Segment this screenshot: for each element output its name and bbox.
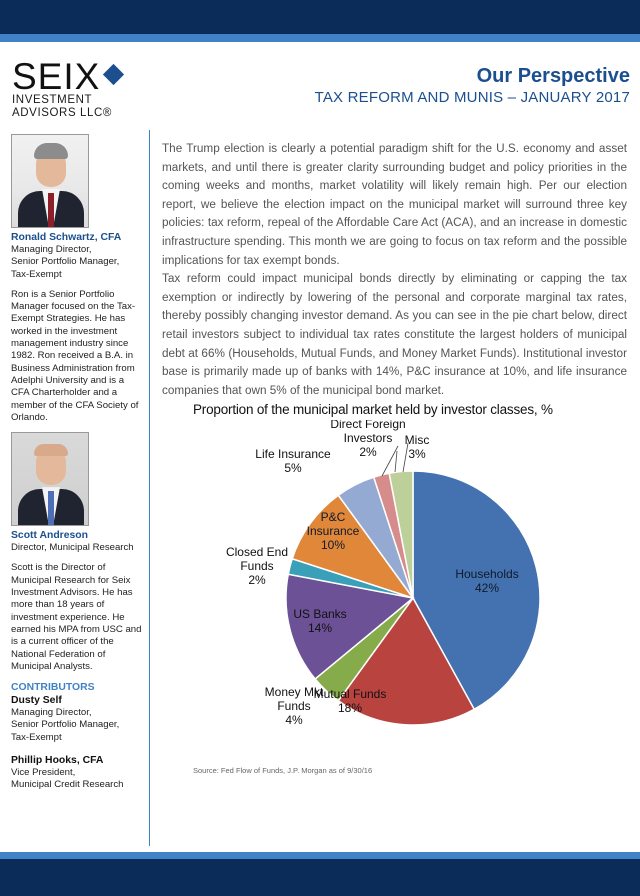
portrait-ronald-schwartz [11,134,89,228]
contributor-role-line: Vice President, [11,767,76,779]
slice-label: US Banks 14% [293,607,347,635]
page-title: Our Perspective [476,65,630,87]
top-accent-stripe [0,34,640,42]
leader-line [395,451,397,472]
leader-line [403,443,408,472]
article-body [162,140,627,400]
author-role [11,244,143,281]
contributor-role [11,767,143,792]
header [315,64,630,108]
slice-label: Households 42% [455,567,519,595]
top-banner [0,0,640,34]
slice-label: Direct Foreign Investors 2% [330,420,406,459]
author-role-line: Director, Municipal Research [11,542,134,554]
logo-line-2: ADVISORS LLC® [12,107,112,119]
author-role-line: Tax-Exempt [11,268,62,280]
contributor-role-line: Senior Portfolio Manager, [11,719,120,731]
author-role-line: Managing Director, [11,244,92,255]
author-role-line: Senior Portfolio Manager, [11,256,120,268]
sidebar [11,134,143,802]
author-role [11,542,143,554]
contributor-name: Dusty Self [11,695,62,707]
diamond-icon [103,63,124,84]
author-bio: Scott is the Director of Municipal Research for Seix Investment Advisors. He has more than 18 years of investment experience. He earned his MPA from USC and is a current officer of the National Federation of Municipal Analysts. [11,562,142,672]
contributor-name: Phillip Hooks, CFA [11,755,104,767]
contributor-role-line: Municipal Credit Research [11,779,124,791]
contributor-role [11,707,143,744]
pie-chart [150,420,570,760]
contributor-role-line: Tax-Exempt [11,731,62,743]
slice-label: P&C Insurance 10% [306,510,360,552]
company-logo [12,56,152,120]
author-bio: Ron is a Senior Portfolio Manager focused on the Tax-Exempt Strategies. He has worked in the investment management industry since 1982. Ron received a B.A. in Business Administration from Adelphi University and is a CFA Charterholder and a member of the CFA Society of Orlando. [11,288,139,423]
slice-label: Misc 3% [404,433,430,461]
bottom-banner [0,859,640,896]
author-name: Scott Andreson [11,530,88,542]
contributors-heading: CONTRIBUTORS [11,682,95,694]
chart-source: Source: Fed Flow of Funds, J.P. Morgan as of 9/30/16 [193,766,373,775]
logo-line-1: INVESTMENT [12,94,93,106]
chart-title: Proportion of the municipal market held by investor classes, % [193,402,553,417]
slice-label: Money Mkt Funds 4% [264,685,324,727]
slice-label: Life Insurance 5% [255,447,331,475]
bottom-accent-stripe [0,852,640,859]
author-name: Ronald Schwartz, CFA [11,232,122,243]
portrait-scott-andreson [11,432,89,526]
slice-label: Mutual Funds 18% [313,687,387,715]
article-paragraph: The Trump election is clearly a potential paradigm shift for the U.S. economy and asset markets, and until there is greater clarity surrounding budget and policy priorities in the coming weeks and months, market volatility will likely remain high. Per our election report, we believe the election impact on the municipal market will surround three key policies: tax reform, repeal of the Affordable Care Act (ACA), and an increase in domestic infrastructure spending. This month we are going to focus on tax reform and the possible implications for tax exempt bonds. [162,142,627,267]
page-subtitle: TAX REFORM AND MUNIS – JANUARY 2017 [314,89,630,106]
slice-label: Closed End Funds 2% [225,545,289,587]
article-paragraph: Tax reform could impact municipal bonds directly by eliminating or capping the tax exemption or indirectly by lowering of the personal and corporate marginal tax rates, thereby possibly changing investor demand. As you can see in the pie chart below, direct retail investors subject to individual tax rates constitute the largest holders of municipal debt at 66% (Households, Mutual Funds, and Money Market Funds). Institutional investor base is primarily made up of banks with 14%, P&C insurance at 10%, and life insurance companies that own 5% of the municipal bond market. [162,272,627,397]
contributor-role-line: Managing Director, [11,707,92,719]
logo-wordmark: SEIX [12,56,101,97]
